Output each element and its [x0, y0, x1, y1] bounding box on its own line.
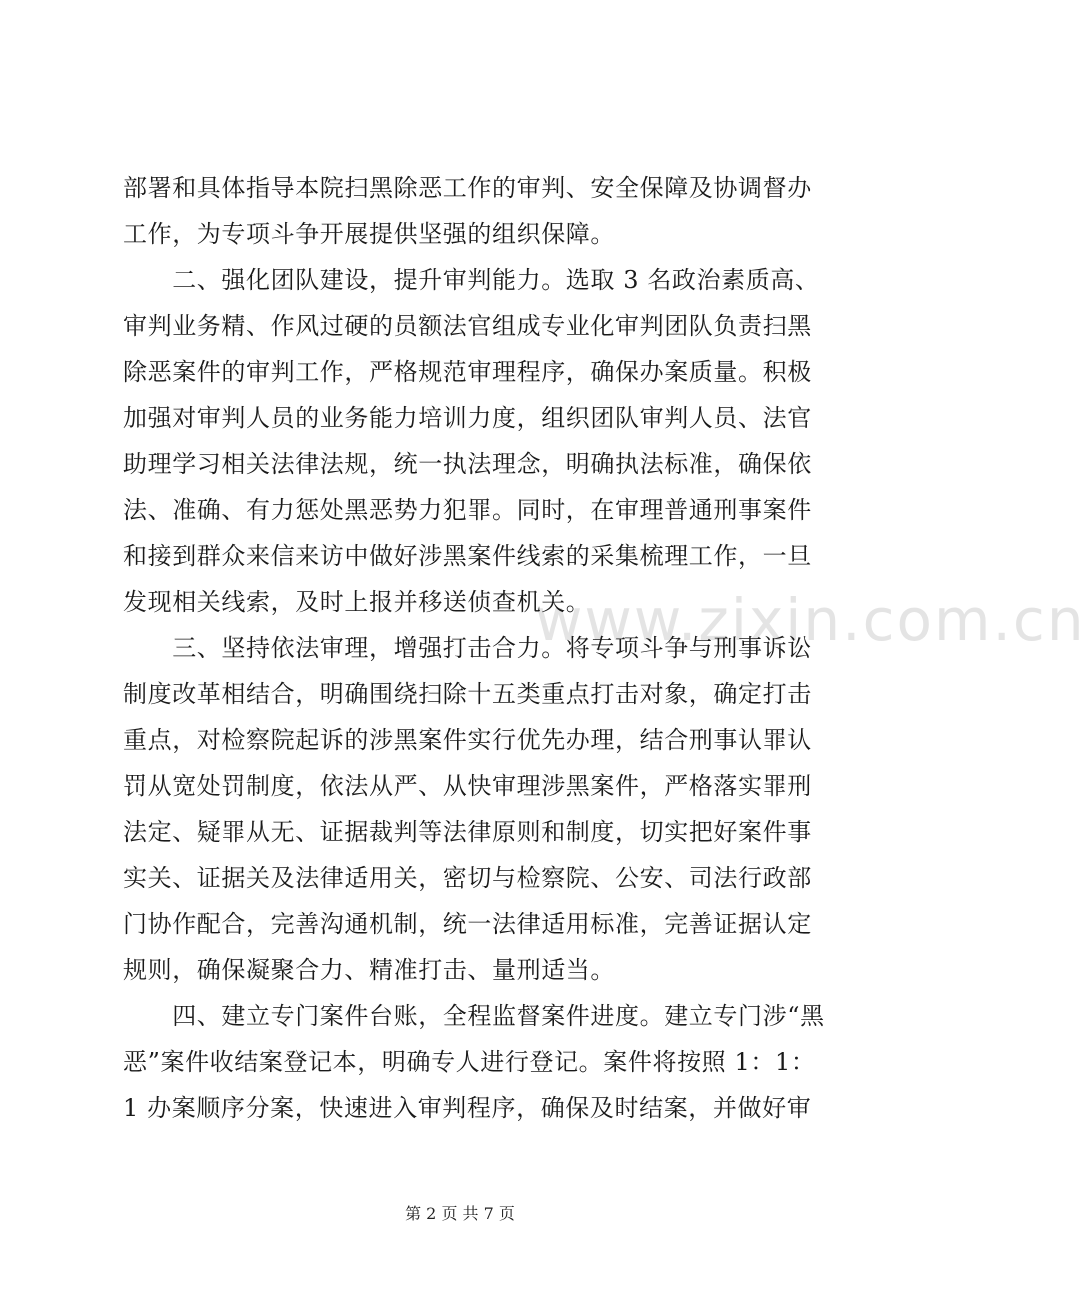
text-line: 门协作配合，完善沟通机制，统一法律适用标准，完善证据认定	[123, 910, 812, 938]
text-line: 加强对审判人员的业务能力培训力度，组织团队审判人员、法官	[123, 404, 812, 432]
text-line: 罚从宽处罚制度，依法从严、从快审理涉黑案件，严格落实罪刑	[123, 772, 812, 800]
text-line: 工作，为专项斗争开展提供坚强的组织保障。	[123, 220, 615, 248]
text-line: 发现相关线索，及时上报并移送侦查机关。	[123, 588, 591, 616]
text-line: 审判业务精、作风过硬的员额法官组成专业化审判团队负责扫黑	[123, 312, 812, 340]
text-line: 四、建立专门案件台账，全程监督案件进度。建立专门涉“黑	[123, 1002, 825, 1030]
text-line: 法、准确、有力惩处黑恶势力犯罪。同时，在审理普通刑事案件	[123, 496, 812, 524]
watermark: www.zixin.com.cn	[535, 586, 1086, 654]
text-line: 和接到群众来信来访中做好涉黑案件线索的采集梳理工作，一旦	[123, 542, 812, 570]
text-line: 部署和具体指导本院扫黑除恶工作的审判、安全保障及协调督办	[123, 174, 812, 202]
text-line: 规则，确保凝聚合力、精准打击、量刑适当。	[123, 956, 615, 984]
text-line: 实关、证据关及法律适用关，密切与检察院、公安、司法行政部	[123, 864, 812, 892]
text-line: 除恶案件的审判工作，严格规范审理程序，确保办案质量。积极	[123, 358, 812, 386]
text-line: 重点，对检察院起诉的涉黑案件实行优先办理，结合刑事认罪认	[123, 726, 812, 754]
text-line: 1 办案顺序分案，快速进入审判程序，确保及时结案，并做好审	[123, 1094, 812, 1122]
page-number: 第 2 页 共 7 页	[405, 1204, 515, 1223]
text-line: 二、强化团队建设，提升审判能力。选取 3 名政治素质高、	[123, 266, 820, 294]
text-line: 助理学习相关法律法规，统一执法理念，明确执法标准，确保依	[123, 450, 812, 478]
text-line: 三、坚持依法审理，增强打击合力。将专项斗争与刑事诉讼	[123, 634, 812, 662]
text-line: 恶”案件收结案登记本，明确专人进行登记。案件将按照 1：1：	[123, 1048, 816, 1076]
text-line: 法定、疑罪从无、证据裁判等法律原则和制度，切实把好案件事	[123, 818, 812, 846]
text-line: 制度改革相结合，明确围绕扫除十五类重点打击对象，确定打击	[123, 680, 812, 708]
